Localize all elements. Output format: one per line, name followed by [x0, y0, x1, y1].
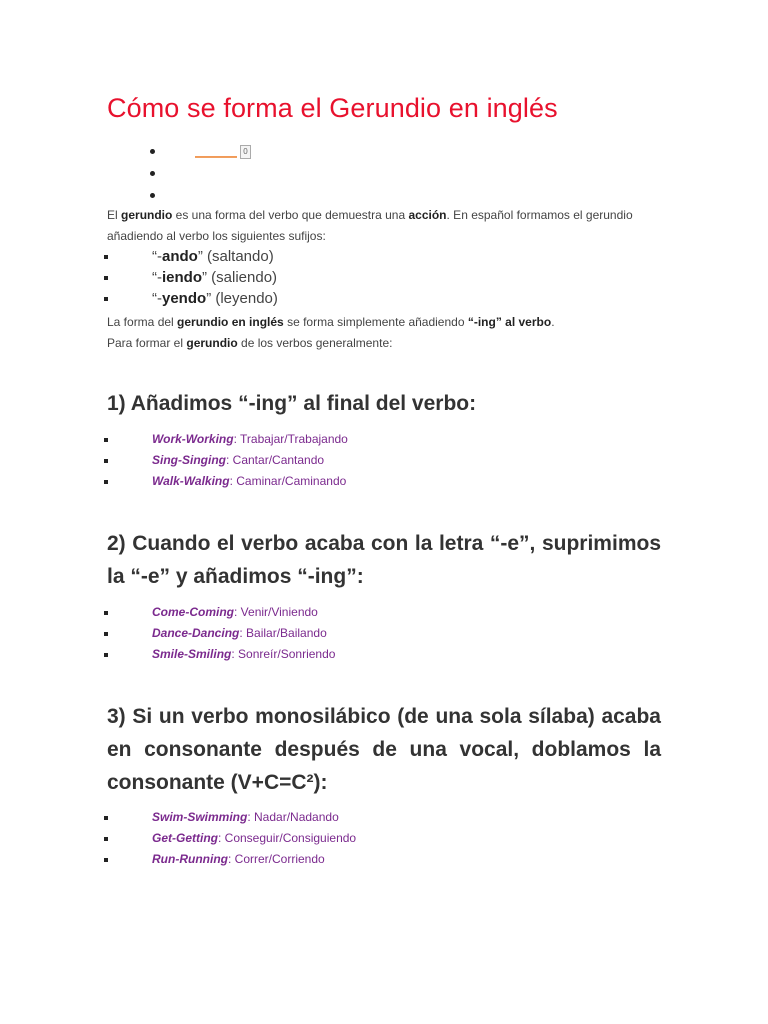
bullet-dot-icon [150, 149, 155, 154]
ing-rule-paragraph: La forma del gerundio en inglés se forma simplemente añadiendo “-ing” al verbo. [107, 315, 555, 329]
embedded-input-widget[interactable] [195, 143, 237, 158]
square-bullet-icon [104, 255, 108, 259]
page-title: Cómo se forma el Gerundio en inglés [107, 93, 558, 123]
square-bullet-icon [104, 459, 108, 463]
bullet-dot-icon [150, 171, 155, 176]
formation-intro-paragraph: Para formar el gerundio de los verbos generalmente: [107, 336, 393, 350]
section-heading-2: 2) Cuando el verbo acaba con la letra “-e”, suprimimos la “-e” y añadimos “-ing”: [107, 532, 661, 588]
section-heading-3: 3) Si un verbo monosilábico (de una sola sílaba) acaba en consonante después de una vocal, doblamos la consonante (V+C=C²): [107, 705, 661, 794]
square-bullet-icon [104, 276, 108, 280]
bullet-dot-icon [150, 193, 155, 198]
section-heading-1: 1) Añadimos “-ing” al final del verbo: [107, 392, 477, 415]
square-bullet-icon [104, 858, 108, 862]
square-bullet-icon [104, 653, 108, 657]
square-bullet-icon [104, 837, 108, 841]
square-bullet-icon [104, 816, 108, 820]
document-page: Cómo se forma el Gerundio en inglés 0 El gerundio es una forma del verbo que demuestra una acción. En español formamos el gerundio añadiendo al verbo los siguientes sufijos: “-ando” (saltando) “-iendo” (saliendo) “-yendo” (leyendo) La forma del gerundio en inglés se forma simplemente añadiendo “-ing” al verbo. Para formar el gerundio de los verbos generalmente: 1) Añadimos “-ing” al final del verbo: Work-Working: Trabajar/Trabajando Sing-Singing: Cantar/Cantando Walk-Walking: Caminar/Caminando 2) Cuando el verbo acaba con la letra “-e”, suprimimos la “-e” y añadimos “-ing”: Come-Coming: Venir/Viniendo Dance-Dancing: Bailar/Bailando Smile-Smiling: Sonreír/Sonriendo 3) Si un verbo monosilábico (de una sola sílaba) acaba en consonante después de una vocal, doblamos la consonante (V+C=C²): Swim-Swimming: Nadar/Nadando Get-Getting: Conseguir/Consiguiendo Run-Running: Correr/Corriendo [0, 0, 768, 1024]
square-bullet-icon [104, 438, 108, 442]
square-bullet-icon [104, 297, 108, 301]
square-bullet-icon [104, 480, 108, 484]
embedded-box-icon[interactable]: 0 [240, 145, 251, 159]
intro-paragraph: El gerundio es una forma del verbo que demuestra una acción. En español formamos el gerundio añadiendo al verbo los siguientes sufijos: [107, 208, 633, 243]
square-bullet-icon [104, 611, 108, 615]
square-bullet-icon [104, 632, 108, 636]
